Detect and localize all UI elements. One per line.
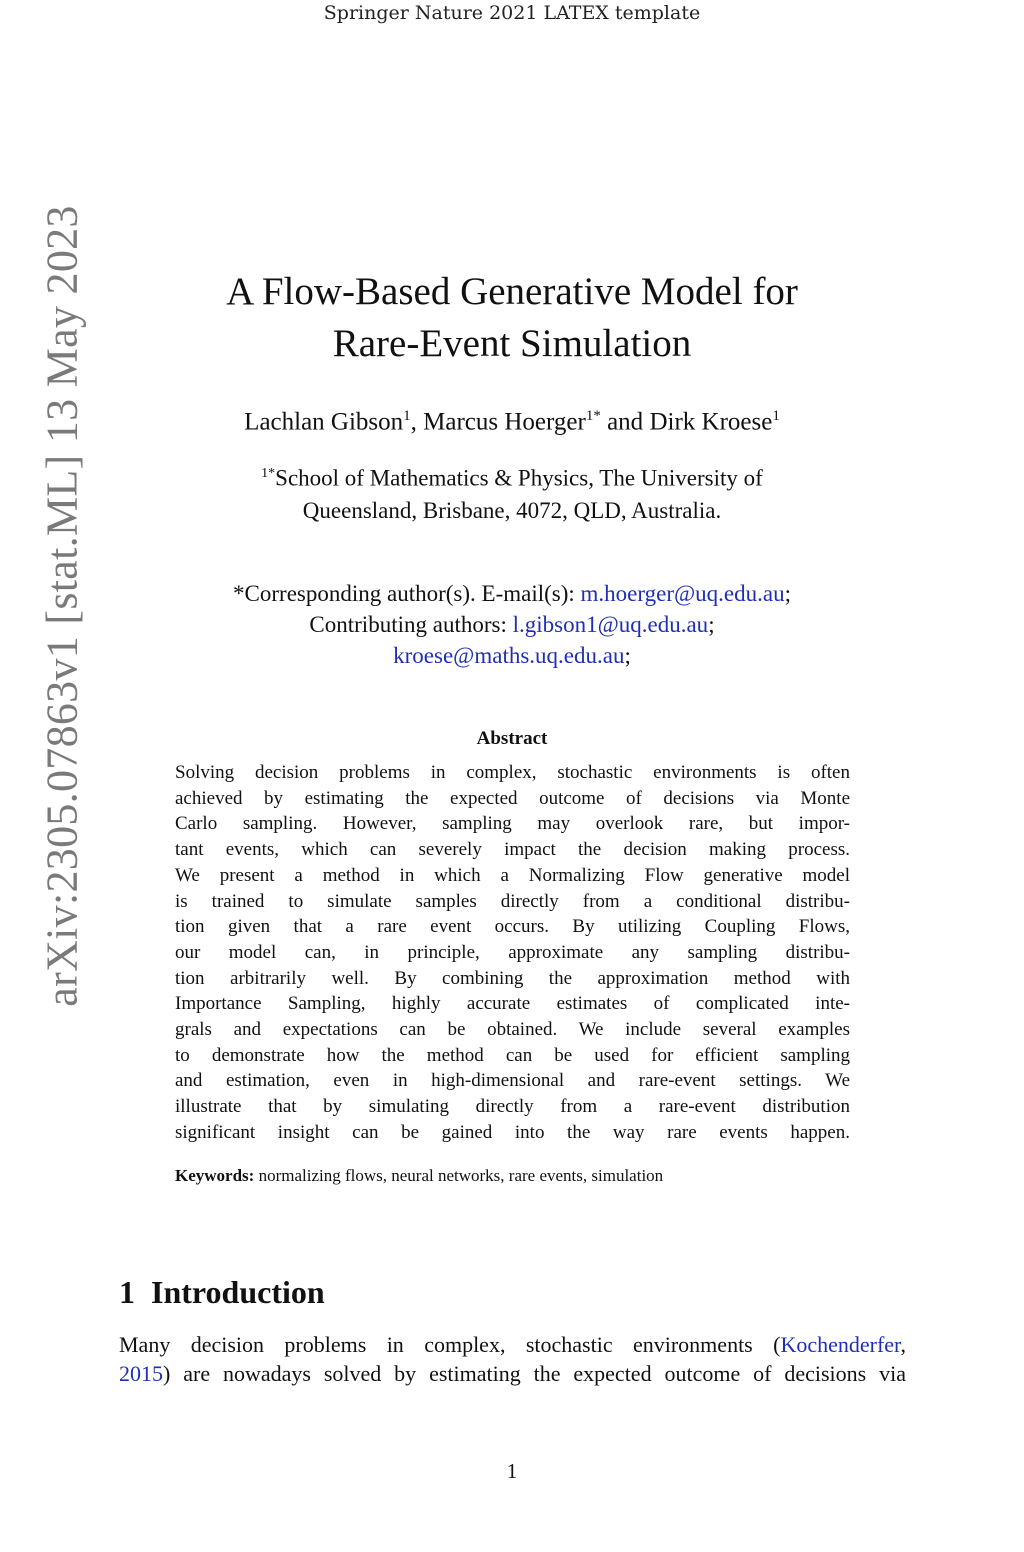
running-header-text: Springer Nature 2021 LATEX template: [323, 2, 701, 24]
author-affiliation-mark: 1*: [585, 408, 601, 424]
contributing-email-link-1[interactable]: l.gibson1@uq.edu.au: [512, 612, 709, 637]
abstract-line: tant events, which can severely impact the decision making process.: [175, 839, 850, 861]
affiliation-line-1: $^{1*}$School of Mathematics & Physics, The University of: [261, 465, 763, 491]
abstract-line: achieved by estimating the expected outcome of decisions via Monte: [175, 787, 850, 809]
section-number: 1: [119, 1274, 135, 1310]
citation-link-kochenderfer[interactable]: Kochenderfer: [780, 1332, 901, 1357]
abstract-heading: Abstract: [476, 728, 548, 749]
keywords-text: normalizing flows, neural networks, rare events, simulation: [254, 1166, 664, 1185]
keywords: [175, 1166, 850, 1186]
citation-link-year[interactable]: 2015: [119, 1361, 163, 1386]
author-separator: ,: [410, 408, 424, 436]
author-separator: and: [600, 408, 650, 436]
abstract-body: [175, 760, 850, 1146]
corresponding-email-link[interactable]: m.hoerger@uq.edu.au: [580, 581, 785, 606]
abstract-line: Importance Sampling, highly accurate estimates of complicated inte-: [175, 993, 850, 1015]
affiliation-line-2: Queensland, Brisbane, 4072, QLD, Australia.: [302, 497, 722, 523]
abstract-line: We present a method in which a Normalizing Flow generative model: [175, 864, 850, 886]
abstract-line: illustrate that by simulating directly from a rare-event distribution: [175, 1096, 850, 1118]
author-list: [140, 408, 884, 436]
abstract-line: Solving decision problems in complex, stochastic environments is often: [175, 762, 850, 783]
contact-emails: [140, 578, 884, 671]
keywords-label: Keywords:: [175, 1166, 255, 1185]
running-header: [0, 2, 1024, 24]
abstract-line: Carlo sampling. However, sampling may overlook rare, but impor-: [175, 813, 850, 835]
author-name: Marcus Hoerger: [423, 408, 586, 436]
section-heading-introduction: [119, 1274, 325, 1311]
paper-title: [160, 266, 864, 370]
abstract-line: tion given that a rare event occurs. By utilizing Coupling Flows,: [175, 916, 850, 938]
abstract-line: significant insight can be gained into the way rare events happen.: [175, 1121, 850, 1143]
corresponding-author-line: *Corresponding author(s). E-mail(s): m.hoerger@uq.edu.au;: [233, 581, 791, 606]
section-title: Introduction: [151, 1274, 325, 1310]
affiliation: [150, 458, 874, 527]
contributing-email-link-2[interactable]: kroese@maths.uq.edu.au: [393, 643, 625, 668]
author-name: Lachlan Gibson: [244, 408, 404, 436]
abstract-line: is trained to simulate samples directly from a conditional distribu-: [175, 890, 850, 912]
abstract-line: tion arbitrarily well. By combining the approximation method with: [175, 967, 850, 989]
abstract-line: our model can, in principle, approximate any sampling distribu-: [175, 941, 850, 963]
abstract-line: to demonstrate how the method can be used for efficient sampling: [175, 1044, 850, 1066]
affiliation-mark: 1*: [261, 466, 276, 481]
contributing-authors-line-2: kroese@maths.uq.edu.au;: [393, 643, 631, 668]
abstract-line: and estimation, even in high-dimensional and rare-event settings. We: [175, 1070, 850, 1092]
intro-line-2: 2015) are nowadays solved by estimating the expected outcome of decisions via: [119, 1361, 906, 1386]
author-name: Dirk Kroese: [649, 408, 773, 436]
introduction-paragraph: [119, 1330, 906, 1388]
page-number: 1: [506, 1459, 518, 1483]
author-affiliation-mark: 1: [403, 408, 411, 424]
arxiv-identifier-stamp: arXiv:2305.07863v1 [stat.ML] 13 May 2023: [37, 205, 87, 1007]
abstract-line: grals and expectations can be obtained. We include several examples: [175, 1019, 850, 1041]
contributing-authors-line: Contributing authors: l.gibson1@uq.edu.au;: [309, 612, 715, 637]
paper-title-line-2: Rare-Event Simulation: [332, 322, 692, 365]
paper-title-line-1: A Flow-Based Generative Model for: [226, 270, 798, 313]
author-affiliation-mark: 1: [772, 408, 780, 424]
intro-line-1: Many decision problems in complex, stochastic environments (Kochenderfer,: [119, 1332, 906, 1357]
